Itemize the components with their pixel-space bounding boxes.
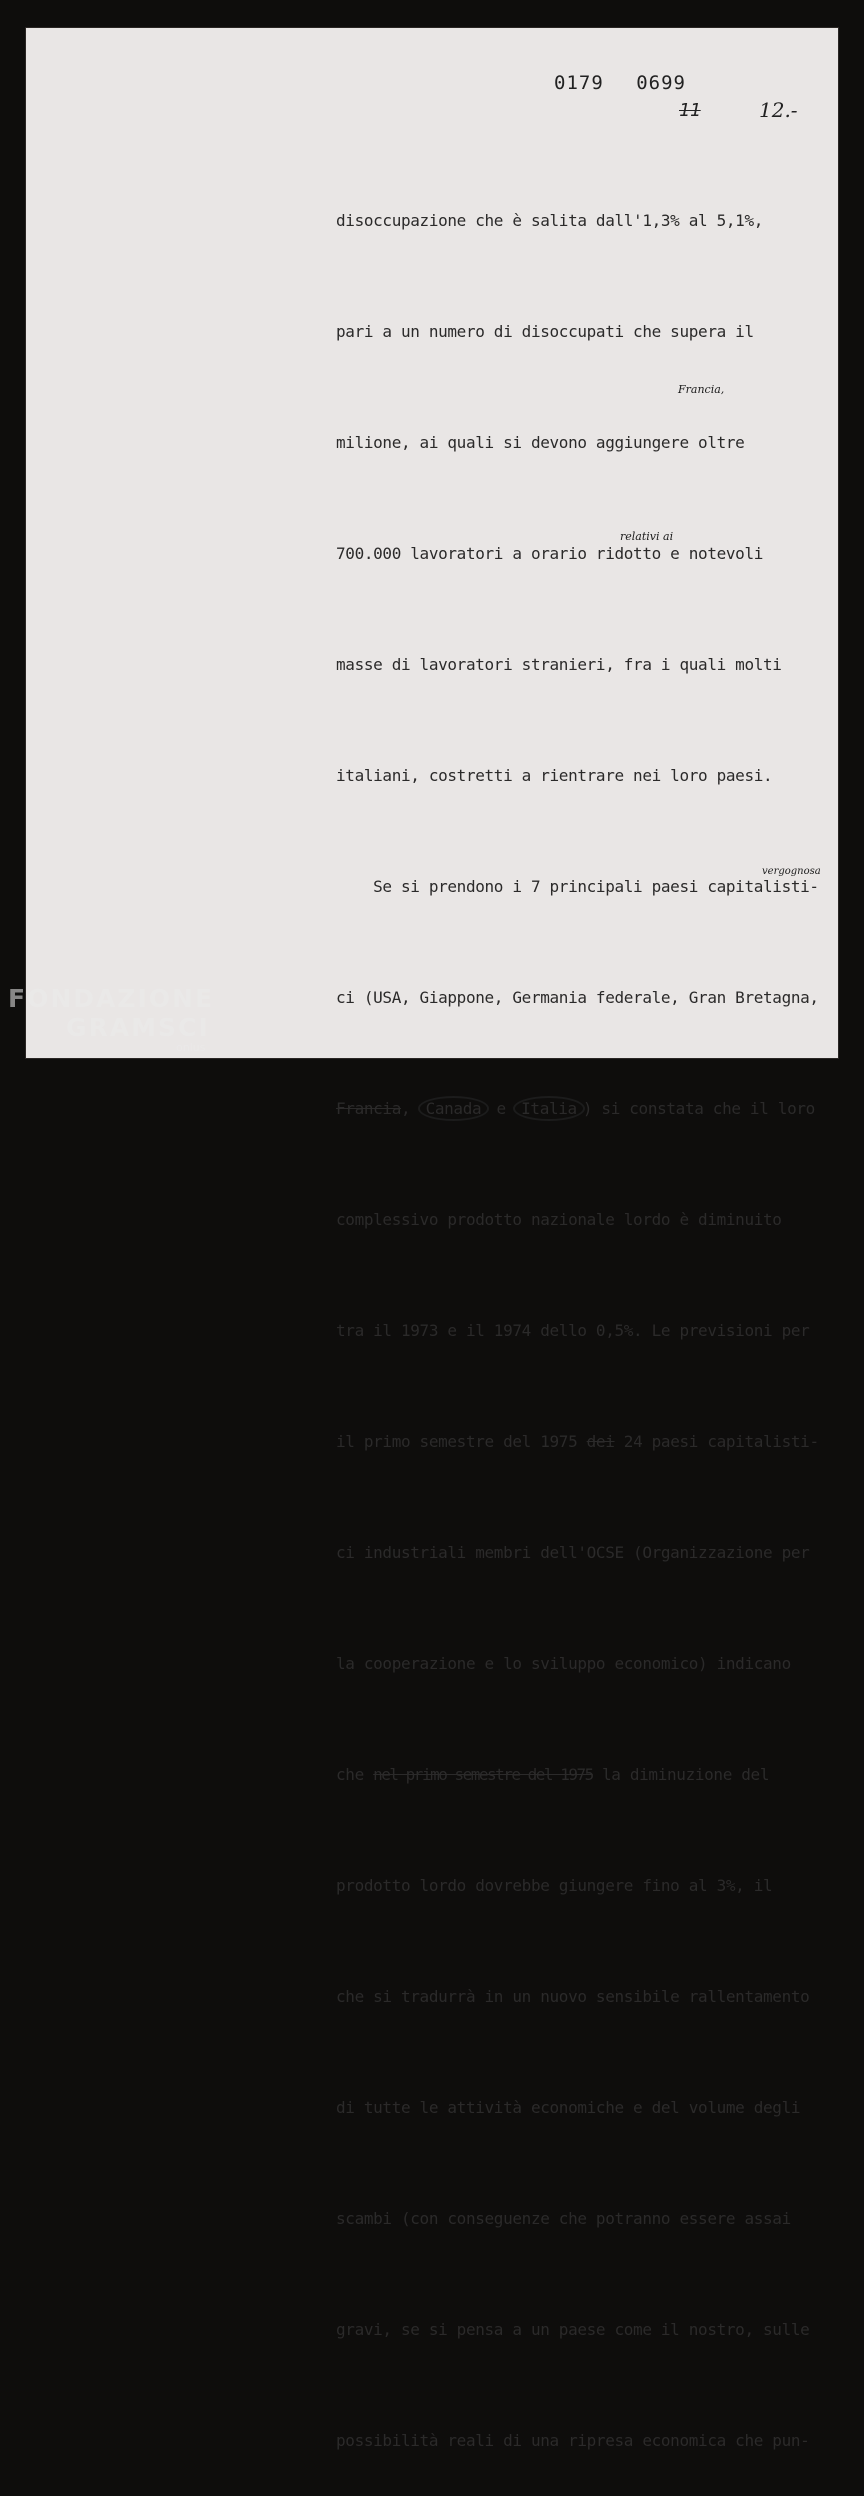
logo-line2: GRAMSCI [66, 1013, 210, 1042]
text-line: scambi (con conseguenze che potranno essere assai [336, 2209, 791, 2228]
text-line: Se si prendono i 7 principali paesi capitalisti- [336, 877, 819, 896]
logo-line1: FONDAZIONE [8, 984, 215, 1013]
circled-word-canada: Canada [418, 1096, 490, 1121]
handwritten-insert-relativi: relativi ai [620, 530, 674, 543]
text-line: ci (USA, Giappone, Germania federale, Gran Bretagna, [336, 988, 819, 1007]
logo-line3: onlus [176, 1041, 206, 1054]
handwritten-insert-francia: Francia, [678, 383, 725, 396]
text-line: italiani, costretti a rientrare nei loro paesi. [336, 766, 773, 785]
text-line-countries: Francia, Canada e Italia ) si constata che il loro [336, 1090, 846, 1127]
text-line-semestre [336, 1423, 846, 1460]
text-line: disoccupazione che è salita dall'1,3% al 5,1%, [336, 211, 764, 230]
old-page-mark: 11 [679, 100, 701, 121]
handwritten-insert-vergognosa: vergognosa [762, 866, 821, 877]
struck-phrase: nel primo semestre del 1975 [373, 1765, 593, 1784]
text-line: la cooperazione e lo sviluppo economico) indicano [336, 1654, 791, 1673]
text-line: gravi, se si pensa a un paese come il nostro, sulle [336, 2320, 810, 2339]
text-line: 700.000 lavoratori a orario ridotto e notevoli [336, 544, 764, 563]
text-fragment: che [336, 1765, 374, 1784]
text-line: pari a un numero di disoccupati che supera il [336, 322, 754, 341]
struck-word-dei: dei [586, 1432, 615, 1451]
text-line: che si tradurrà in un nuovo sensibile rallentamento [336, 1987, 810, 2006]
text-fragment: il primo semestre del 1975 [336, 1432, 587, 1451]
text-line-che [336, 1756, 846, 1793]
text-fragment: la diminuzione del [592, 1765, 770, 1784]
struck-word-francia: Francia [336, 1099, 401, 1118]
text-fragment: si constata che il loro [592, 1099, 815, 1118]
typed-text [336, 128, 846, 2496]
fondazione-gramsci-logo [8, 986, 214, 1053]
circled-word-italia: Italia [513, 1096, 585, 1121]
text-line: possibilità reali di una ripresa economica che pun- [336, 2431, 810, 2450]
archive-number: 0179 0699 [554, 72, 686, 94]
text-line: di tutte le attività economiche e del volume degli [336, 2098, 801, 2117]
page-number: 12.- [759, 98, 798, 122]
text-line: complessivo prodotto nazionale lordo è diminuito [336, 1210, 782, 1229]
text-fragment: 24 paesi capitalisti- [614, 1432, 819, 1451]
text-line: tra il 1973 e il 1974 dello 0,5%. Le previsioni per [336, 1321, 810, 1340]
text-line: masse di lavoratori stranieri, fra i quali molti [336, 655, 782, 674]
text-line: milione, ai quali si devono aggiungere oltre [336, 433, 745, 452]
text-line: ci industriali membri dell'OCSE (Organizzazione per [336, 1543, 810, 1562]
text-line: prodotto lordo dovrebbe giungere fino al 3%, il [336, 1876, 773, 1895]
